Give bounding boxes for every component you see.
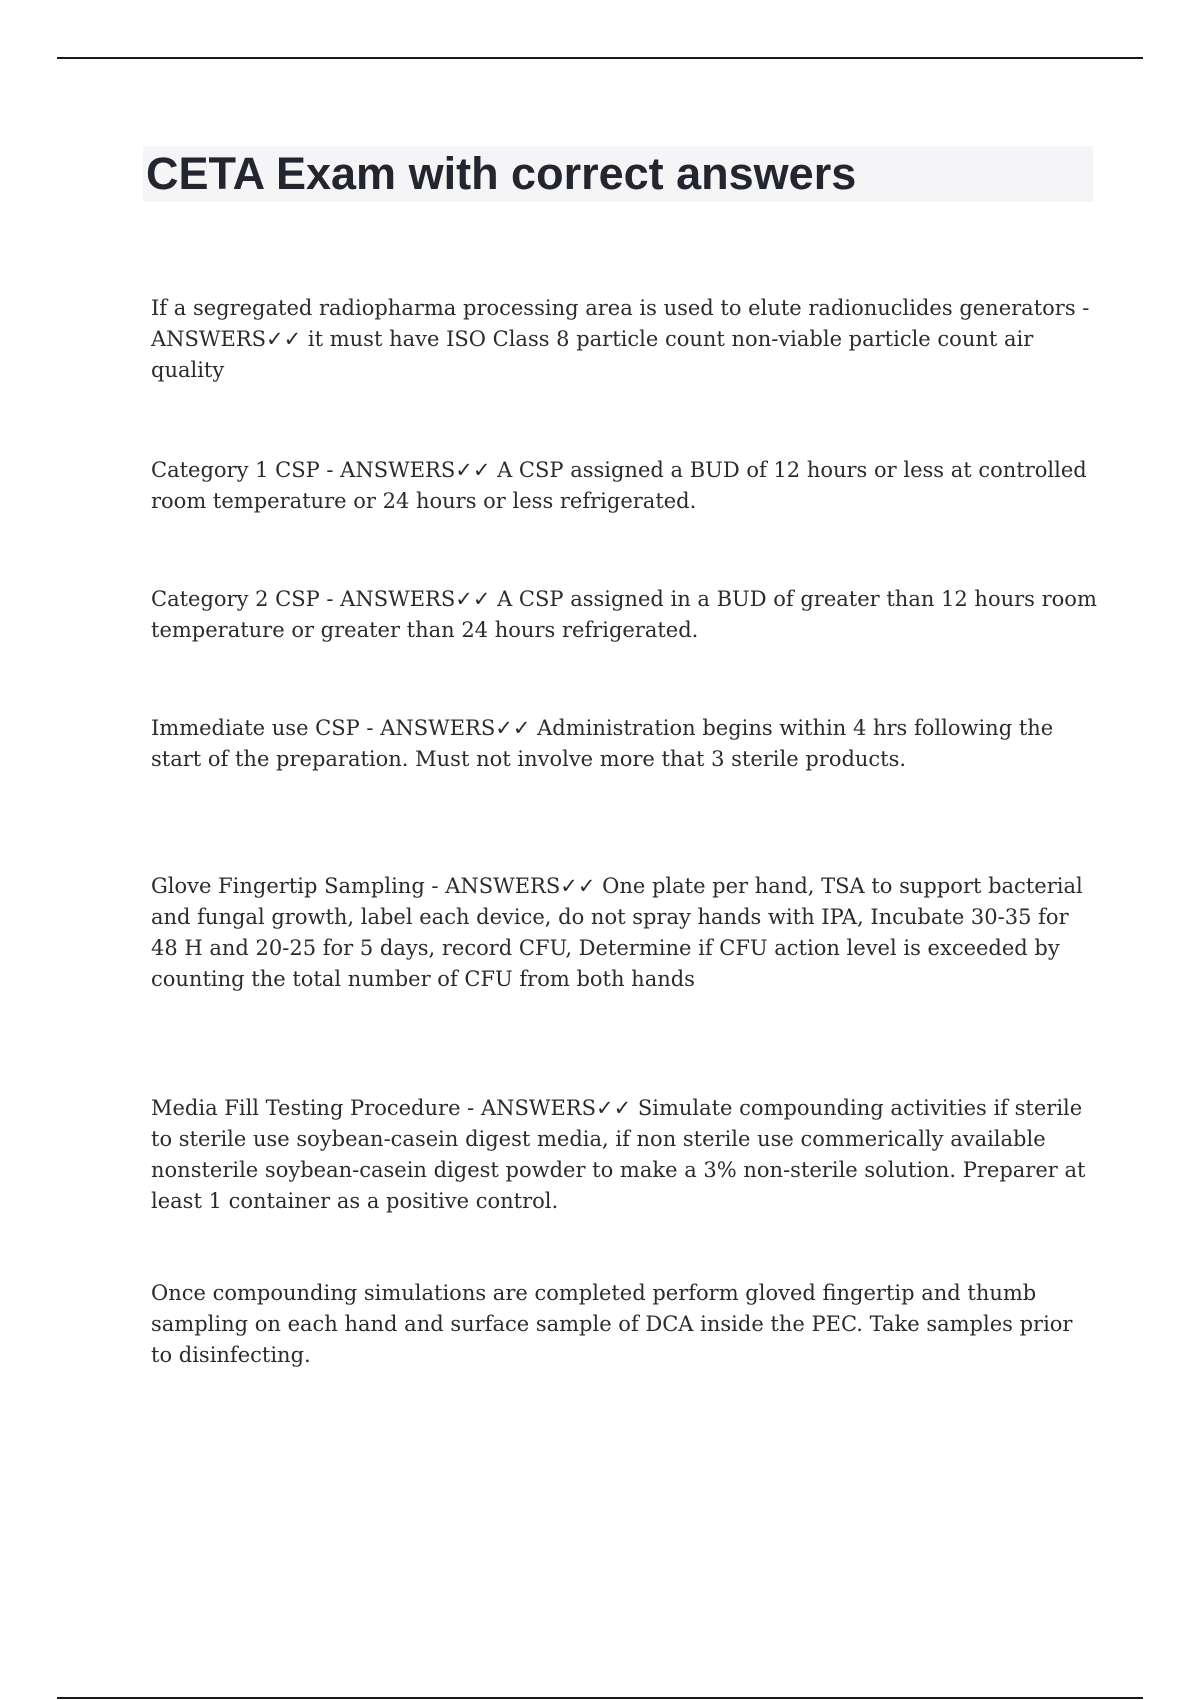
- qa-entry-2: Category 1 CSP - ANSWERS✓✓ A CSP assigned a BUD of 12 hours or less at controlled room temperature or 24 hours or less refrigerated.: [151, 458, 1087, 513]
- qa-entry-7: Once compounding simulations are completed perform gloved fingertip and thumb sampling on each hand and surface sample of DCA inside the PEC. Take samples prior to disinfecting.: [151, 1281, 1073, 1367]
- qa-entry-4: Immediate use CSP - ANSWERS✓✓ Administration begins within 4 hrs following the start of the preparation. Must not involve more that 3 sterile products.: [151, 716, 1054, 771]
- bottom-rule: [57, 1697, 1143, 1699]
- qa-entry-1: If a segregated radiopharma processing area is used to elute radionuclides generators - ANSWERS✓✓ it must have ISO Class 8 particle count non-viable particle count air quality: [151, 296, 1090, 382]
- document-title: CETA Exam with correct answers: [146, 148, 857, 199]
- qa-entry-6: Media Fill Testing Procedure - ANSWERS✓✓ Simulate compounding activities if sterile to sterile use soybean-casein digest media, if non sterile use commerically available nonsterile soybean-casein digest powder to make a 3% non-sterile solution. Preparer at least 1 container as a positive control.: [151, 1096, 1086, 1213]
- top-rule: [57, 57, 1143, 59]
- qa-entry-5: Glove Fingertip Sampling - ANSWERS✓✓ One plate per hand, TSA to support bacterial and fungal growth, label each device, do not spray hands with IPA, Incubate 30-35 for 48 H and 20-25 for 5 days, record CFU, Determine if CFU action level is exceeded by counting the total number of CFU from both hands: [151, 874, 1083, 991]
- qa-entry-3: Category 2 CSP - ANSWERS✓✓ A CSP assigned in a BUD of greater than 12 hours room temperature or greater than 24 hours refrigerated.: [151, 587, 1097, 642]
